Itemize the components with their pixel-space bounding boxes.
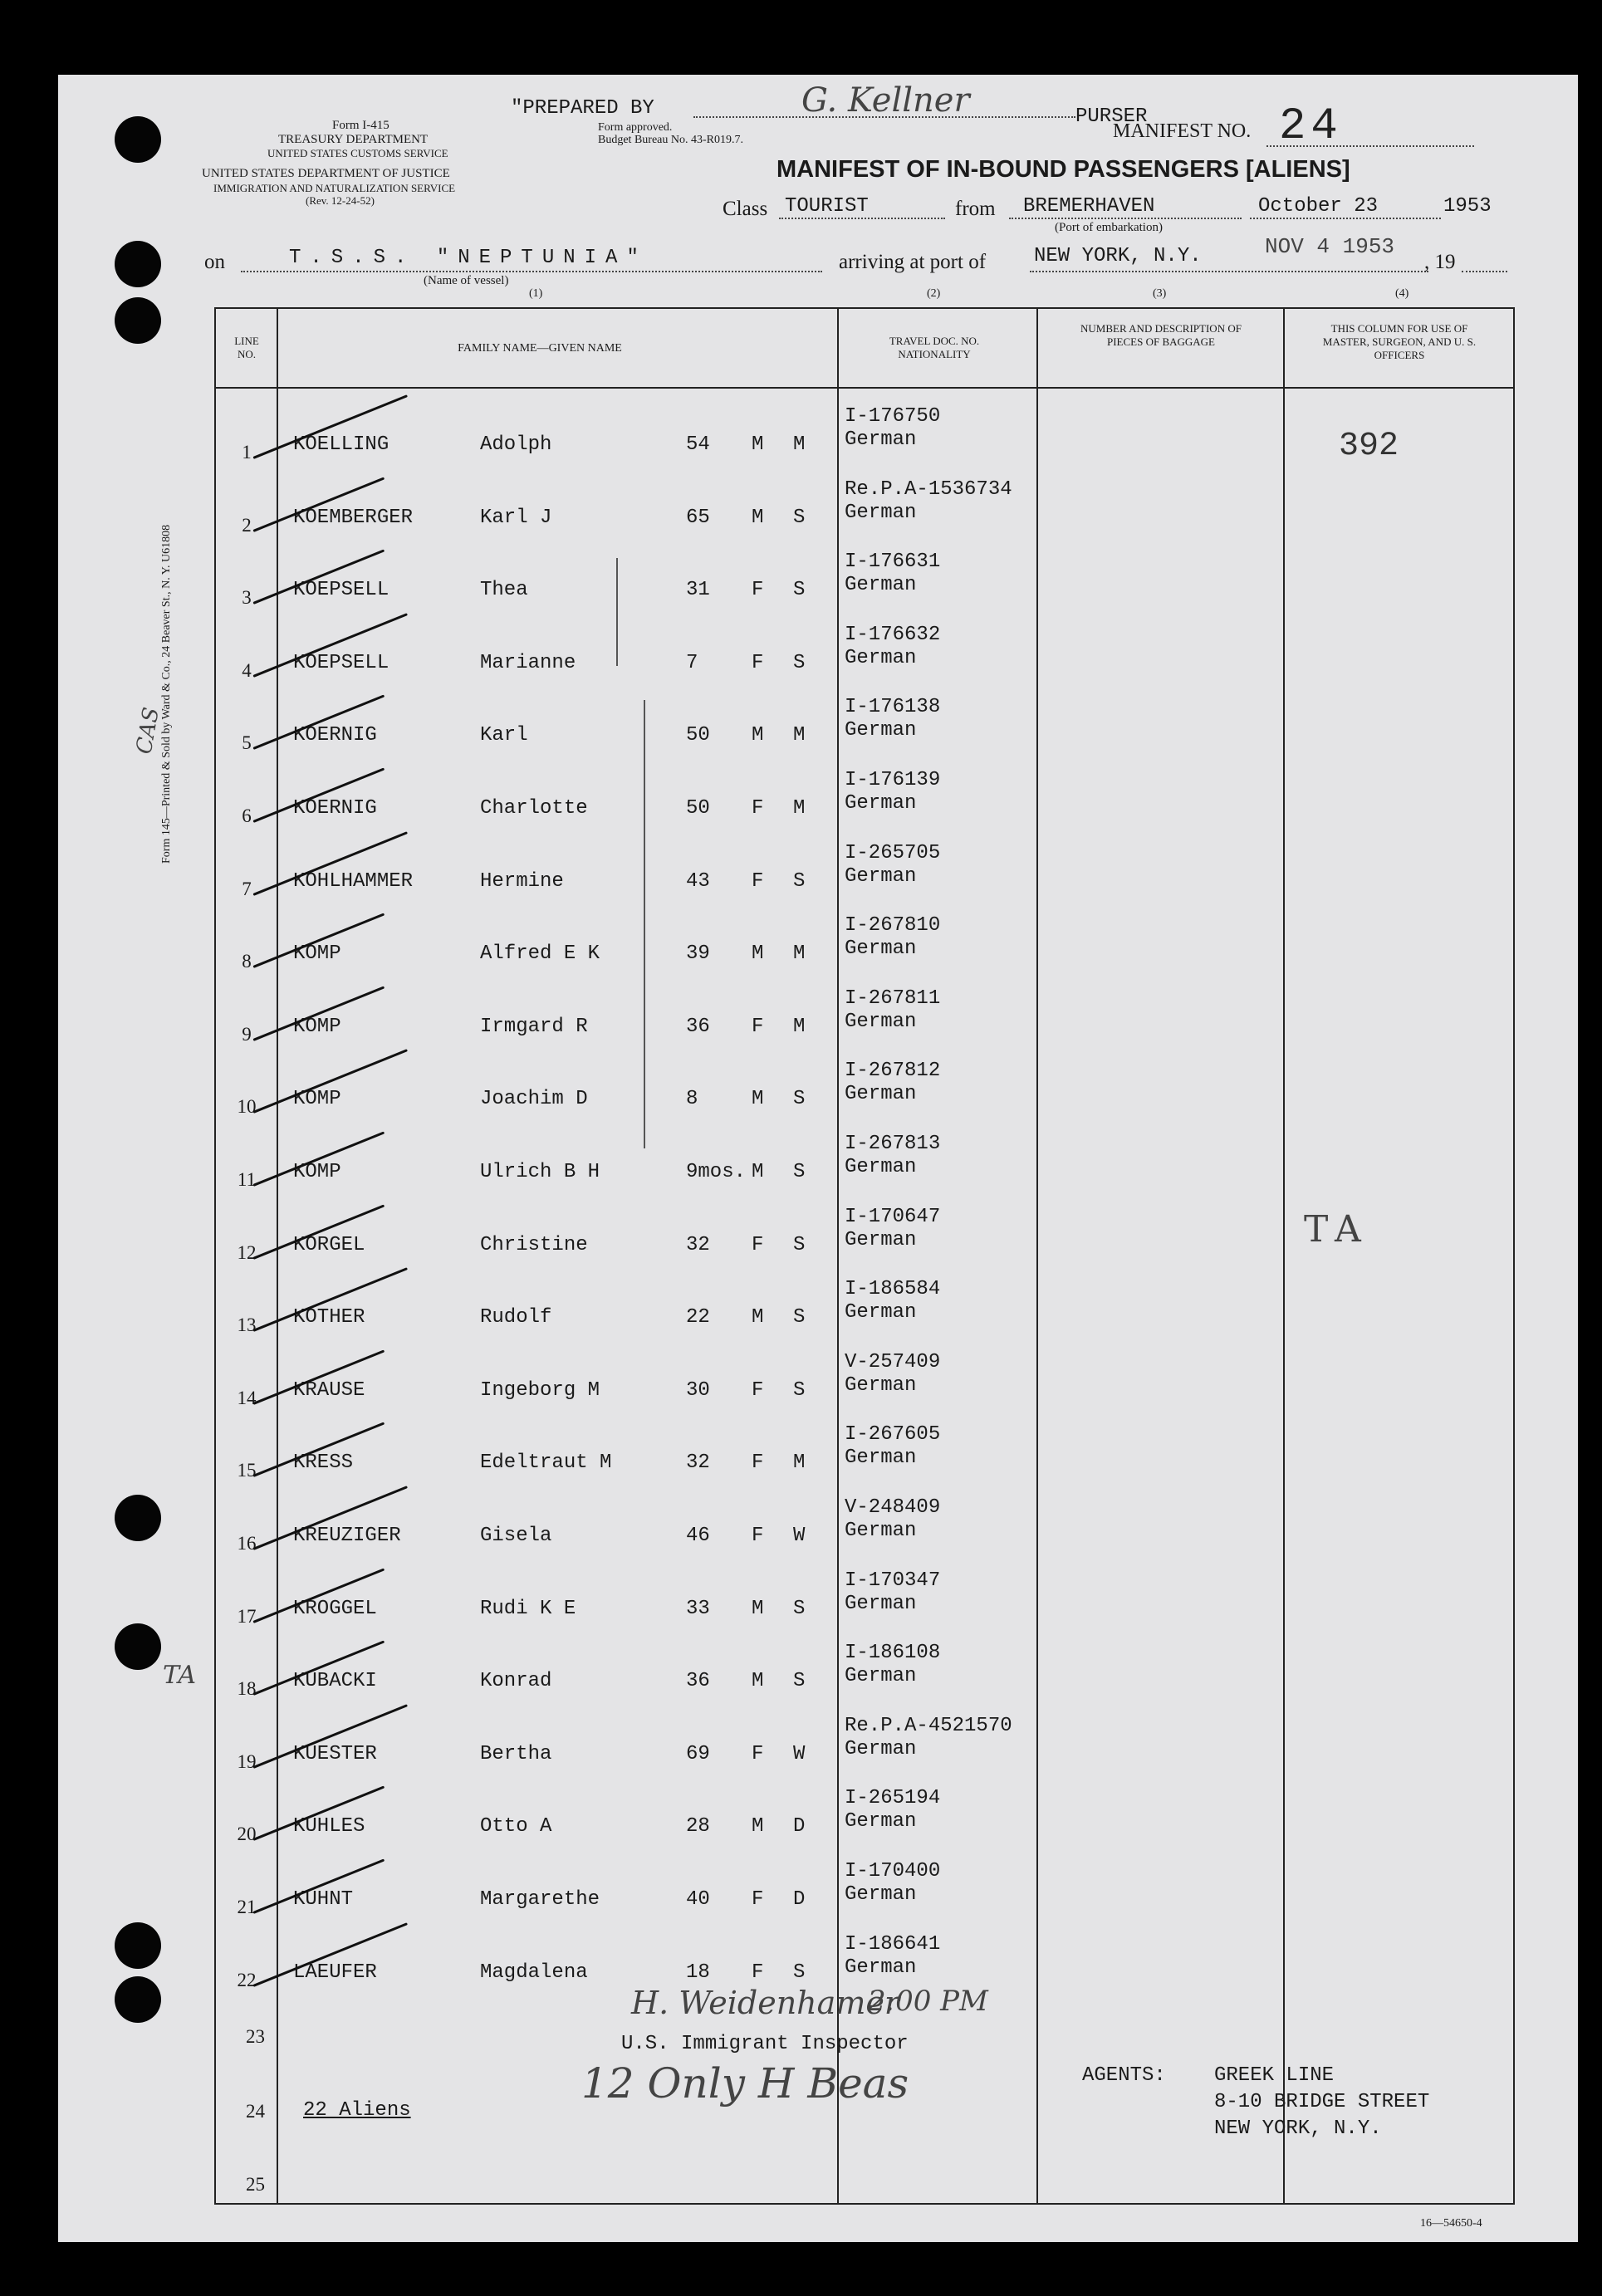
col4-number: (4) (1395, 287, 1409, 300)
treasury-line1: TREASURY DEPARTMENT (278, 133, 429, 146)
age: 40 (686, 1888, 710, 1911)
travel-doc-number: V-257409 (845, 1351, 941, 1373)
arrival-date-stamp: NOV 4 1953 (1265, 234, 1395, 259)
marital-status: W (793, 1525, 806, 1547)
nationality: German (845, 1156, 917, 1178)
given-name: Charlotte (480, 797, 588, 820)
on-label: on (204, 251, 225, 273)
agents-line1: GREEK LINE (1214, 2064, 1335, 2087)
sex: M (752, 1088, 764, 1110)
marital-status: S (793, 1379, 806, 1402)
sex: M (752, 1598, 764, 1620)
given-name: Adolph (480, 433, 552, 456)
prepared-by-signature: G. Kellner (801, 81, 970, 120)
family-name: KOHLHAMMER (293, 870, 414, 893)
travel-doc-number: I-265194 (845, 1787, 941, 1809)
nationality: German (845, 1956, 917, 1979)
given-name: Thea (480, 579, 528, 601)
family-name: KREUZIGER (293, 1525, 401, 1547)
marital-status: M (793, 1452, 806, 1474)
nationality: German (845, 719, 917, 742)
line-number: 3 (242, 587, 252, 608)
vessel-caption: (Name of vessel) (424, 274, 509, 287)
nationality: German (845, 1011, 917, 1033)
table-row (0, 1490, 1602, 1562)
manifest-no-label: MANIFEST NO. (1113, 120, 1252, 142)
family-name: KOTHER (293, 1306, 365, 1329)
table-row (0, 544, 1602, 616)
age: 22 (686, 1306, 710, 1329)
table-row (0, 1271, 1602, 1344)
marital-status: S (793, 579, 806, 601)
marital-status: D (793, 1888, 806, 1911)
travel-doc-number: I-176632 (845, 624, 941, 646)
sex: M (752, 942, 764, 965)
marital-status: S (793, 652, 806, 674)
line-number: 6 (242, 805, 252, 826)
travel-doc-number: I-176631 (845, 551, 941, 573)
sex: F (752, 1961, 764, 1984)
given-name: Bertha (480, 1743, 552, 1765)
table-row (0, 472, 1602, 544)
travel-doc-number: I-176138 (845, 696, 941, 718)
marital-status: S (793, 1161, 806, 1183)
aliens-total: 22 Aliens (303, 2099, 411, 2122)
age: 9mos. (686, 1161, 747, 1183)
age: 69 (686, 1743, 710, 1765)
col-header-travel-doc: TRAVEL DOC. NO. NATIONALITY (889, 335, 980, 360)
given-name: Rudi K E (480, 1598, 576, 1620)
nationality: German (845, 428, 917, 451)
family-name: KUESTER (293, 1743, 377, 1765)
purser-label: PURSER (1075, 105, 1148, 128)
family-name: KOMP (293, 1016, 341, 1038)
age: 36 (686, 1016, 710, 1038)
table-row (0, 1780, 1602, 1853)
marital-status: S (793, 1670, 806, 1692)
date-value: October 23 (1258, 195, 1379, 218)
table-row (0, 1417, 1602, 1489)
line-number: 17 (237, 1606, 257, 1627)
arrival-year-suffix: , 19 (1424, 251, 1456, 273)
col-header-officers: THIS COLUMN FOR USE OF MASTER, SURGEON, AND U. S. OFFICERS (1322, 322, 1477, 361)
col-header-name: FAMILY NAME—GIVEN NAME (458, 342, 622, 355)
given-name: Christine (480, 1234, 588, 1256)
marital-status: S (793, 1306, 806, 1329)
sex: F (752, 870, 764, 893)
printer-side-text: Form 145—Printed & Sold by Ward & Co., 24 Beaver St., N. Y. U61808 (160, 524, 173, 864)
travel-doc-number: V-248409 (845, 1496, 941, 1519)
line-number: 2 (242, 515, 252, 536)
given-name: Konrad (480, 1670, 552, 1692)
marital-status: D (793, 1815, 806, 1838)
family-name: KOMP (293, 1088, 341, 1110)
form-approved: Form approved. (598, 121, 673, 134)
family-name: KUHLES (293, 1815, 365, 1838)
print-code: 16—54650-4 (1420, 2217, 1482, 2230)
travel-doc-number: I-186641 (845, 1933, 941, 1956)
given-name: Joachim D (480, 1088, 588, 1110)
nationality: German (845, 1083, 917, 1105)
given-name: Otto A (480, 1815, 552, 1838)
line-number: 19 (237, 1751, 257, 1772)
nationality: German (845, 1229, 917, 1251)
marital-status: M (793, 724, 806, 747)
marital-status: M (793, 942, 806, 965)
from-value: BREMERHAVEN (1023, 195, 1155, 218)
nationality: German (845, 937, 917, 960)
line-number-25: 25 (246, 2174, 265, 2195)
line-number: 12 (237, 1242, 257, 1263)
travel-doc-number: I-267811 (845, 987, 941, 1010)
travel-doc-number: I-176139 (845, 769, 941, 791)
table-row (0, 835, 1602, 908)
travel-doc-number: Re.P.A-4521570 (845, 1715, 1012, 1737)
sex: M (752, 1815, 764, 1838)
nationality: German (845, 1520, 917, 1542)
arriving-label: arriving at port of (839, 251, 987, 273)
given-name: Edeltraut M (480, 1452, 612, 1474)
sex: F (752, 1525, 764, 1547)
table-row (0, 1053, 1602, 1125)
justice-line3: (Rev. 12-24-52) (306, 194, 375, 207)
travel-doc-number: I-265705 (845, 842, 941, 864)
travel-doc-number: I-170347 (845, 1569, 941, 1592)
sex: F (752, 1016, 764, 1038)
family-name: KOELLING (293, 433, 389, 456)
budget-bureau: Budget Bureau No. 43-R019.7. (598, 134, 743, 146)
line-number: 8 (242, 951, 252, 972)
age: 33 (686, 1598, 710, 1620)
inspector-signature: H. Weidenhamer (631, 1985, 899, 2021)
marital-status: S (793, 1961, 806, 1984)
given-name: Gisela (480, 1525, 552, 1547)
marital-status: M (793, 1016, 806, 1038)
marital-status: S (793, 1598, 806, 1620)
col-header-baggage: NUMBER AND DESCRIPTION OF PIECES OF BAGGAGE (1080, 322, 1242, 348)
vessel-name: T.S.S. "NEPTUNIA" (289, 247, 648, 269)
sex: F (752, 652, 764, 674)
nationality: German (845, 647, 917, 669)
travel-doc-number: I-267812 (845, 1060, 941, 1082)
table-row (0, 981, 1602, 1053)
nationality: German (845, 1301, 917, 1324)
table-row (0, 1635, 1602, 1707)
sex: M (752, 1670, 764, 1692)
class-label: Class (723, 198, 768, 220)
age: 36 (686, 1670, 710, 1692)
sex: M (752, 724, 764, 747)
age: 43 (686, 870, 710, 893)
marital-status: M (793, 797, 806, 820)
sex: M (752, 433, 764, 456)
age: 46 (686, 1525, 710, 1547)
age: 18 (686, 1961, 710, 1984)
officer-number: 392 (1339, 428, 1399, 465)
family-name: KRESS (293, 1452, 354, 1474)
sex: M (752, 507, 764, 529)
age: 32 (686, 1234, 710, 1256)
line-number-24: 24 (246, 2101, 265, 2122)
travel-doc-number: I-176750 (845, 405, 941, 428)
line-number: 14 (237, 1388, 257, 1408)
manifest-number: 24 (1279, 101, 1343, 152)
nationality: German (845, 1883, 917, 1906)
margin-note-cas: CAS (131, 705, 164, 756)
nationality: German (845, 1738, 917, 1760)
sex: M (752, 1306, 764, 1329)
nationality: German (845, 1593, 917, 1615)
age: 7 (686, 652, 698, 674)
nationality: German (845, 792, 917, 815)
treasury-line2: UNITED STATES CUSTOMS SERVICE (267, 147, 448, 159)
table-row (0, 1563, 1602, 1635)
travel-doc-number: I-267813 (845, 1133, 941, 1155)
prepared-by-label: "PREPARED BY (511, 97, 654, 120)
justice-line2: IMMIGRATION AND NATURALIZATION SERVICE (213, 182, 456, 194)
line-number: 1 (242, 442, 252, 463)
table-row (0, 1344, 1602, 1417)
inspector-time: 2:00 PM (868, 1985, 988, 2018)
nationality: German (845, 1665, 917, 1687)
line-number: 21 (237, 1897, 257, 1917)
table-row (0, 1126, 1602, 1198)
sex: F (752, 1452, 764, 1474)
line-number: 11 (237, 1169, 257, 1190)
officer-initials: TA (1304, 1208, 1369, 1251)
sex: M (752, 1161, 764, 1183)
punch-hole (115, 297, 161, 344)
given-name: Margarethe (480, 1888, 600, 1911)
given-name: Alfred E K (480, 942, 600, 965)
arrival-port: NEW YORK, N.Y. (1034, 245, 1202, 267)
given-name: Magdalena (480, 1961, 588, 1984)
family-name: KOEMBERGER (293, 507, 414, 529)
col2-number: (2) (927, 287, 941, 300)
family-name: LAEUFER (293, 1961, 377, 1984)
nationality: German (845, 574, 917, 596)
from-label: from (955, 198, 996, 220)
agents-line3: NEW YORK, N.Y. (1214, 2117, 1382, 2140)
travel-doc-number: I-186108 (845, 1642, 941, 1664)
agents-label: AGENTS: (1082, 2064, 1166, 2087)
family-name: KOEPSELL (293, 652, 389, 674)
punch-hole (115, 116, 161, 163)
line-number: 10 (237, 1096, 257, 1117)
agents-line2: 8-10 BRIDGE STREET (1214, 2091, 1430, 2113)
sex: F (752, 1743, 764, 1765)
age: 65 (686, 507, 710, 529)
travel-doc-number: Re.P.A-1536734 (845, 478, 1012, 501)
family-name: KUHNT (293, 1888, 354, 1911)
age: 30 (686, 1379, 710, 1402)
age: 54 (686, 433, 710, 456)
travel-doc-number: I-186584 (845, 1278, 941, 1300)
family-name: KOERNIG (293, 797, 377, 820)
family-name: KOMP (293, 942, 341, 965)
line-number: 7 (242, 879, 252, 899)
family-name: KOMP (293, 1161, 341, 1183)
line-number: 4 (242, 660, 252, 681)
table-row (0, 1853, 1602, 1926)
punch-hole (115, 241, 161, 287)
travel-doc-number: I-170400 (845, 1860, 941, 1882)
table-row (0, 1708, 1602, 1780)
sex: F (752, 1888, 764, 1911)
line-number-23: 23 (246, 2026, 265, 2047)
nationality: German (845, 1810, 917, 1833)
port-embarkation-caption: (Port of embarkation) (1055, 221, 1163, 234)
age: 28 (686, 1815, 710, 1838)
class-value: TOURIST (785, 195, 869, 218)
marital-status: S (793, 870, 806, 893)
age: 39 (686, 942, 710, 965)
manifest-title: MANIFEST OF IN-BOUND PASSENGERS [ALIENS] (777, 156, 1350, 183)
marital-status: S (793, 1088, 806, 1110)
table-row (0, 617, 1602, 689)
marital-status: S (793, 1234, 806, 1256)
sex: F (752, 1379, 764, 1402)
marital-status: S (793, 507, 806, 529)
given-name: Irmgard R (480, 1016, 588, 1038)
table-row (0, 908, 1602, 980)
given-name: Ulrich B H (480, 1161, 600, 1183)
count-note: 12 Only H Beas (581, 2059, 909, 2108)
given-name: Karl J (480, 507, 552, 529)
year-value: 1953 (1443, 195, 1492, 218)
given-name: Karl (480, 724, 528, 747)
travel-doc-number: I-267810 (845, 914, 941, 937)
given-name: Hermine (480, 870, 564, 893)
line-number: 20 (237, 1824, 257, 1844)
table-row (0, 689, 1602, 761)
col-header-line-no: LINE NO. (234, 335, 259, 360)
line-number: 9 (242, 1024, 252, 1045)
age: 50 (686, 797, 710, 820)
given-name: Marianne (480, 652, 576, 674)
age: 32 (686, 1452, 710, 1474)
given-name: Rudolf (480, 1306, 552, 1329)
family-name: KROGGEL (293, 1598, 377, 1620)
marital-status: M (793, 433, 806, 456)
line-number: 5 (242, 732, 252, 753)
age: 31 (686, 579, 710, 601)
col3-number: (3) (1153, 287, 1167, 300)
family-name: KORGEL (293, 1234, 365, 1256)
line-number: 13 (237, 1314, 257, 1335)
travel-doc-number: I-267605 (845, 1423, 941, 1446)
family-name: KUBACKI (293, 1670, 377, 1692)
inspector-label: U.S. Immigrant Inspector (621, 2033, 909, 2055)
form-number: Form I-415 (332, 119, 389, 132)
age: 8 (686, 1088, 698, 1110)
line-number: 15 (237, 1460, 257, 1481)
family-name: KOEPSELL (293, 579, 389, 601)
line-number: 18 (237, 1678, 257, 1699)
sex: F (752, 579, 764, 601)
nationality: German (845, 502, 917, 524)
nationality: German (845, 865, 917, 888)
travel-doc-number: I-170647 (845, 1206, 941, 1228)
nationality: German (845, 1374, 917, 1397)
sex: F (752, 797, 764, 820)
family-name: KOERNIG (293, 724, 377, 747)
margin-note-ta: TA (163, 1661, 197, 1690)
line-number: 22 (237, 1970, 257, 1990)
family-name: KRAUSE (293, 1379, 365, 1402)
line-number: 16 (237, 1533, 257, 1554)
table-row (0, 762, 1602, 835)
sex: F (752, 1234, 764, 1256)
age: 50 (686, 724, 710, 747)
justice-line1: UNITED STATES DEPARTMENT OF JUSTICE (202, 167, 450, 180)
given-name: Ingeborg M (480, 1379, 600, 1402)
vessel-col-number: (1) (529, 287, 543, 300)
nationality: German (845, 1447, 917, 1469)
marital-status: W (793, 1743, 806, 1765)
